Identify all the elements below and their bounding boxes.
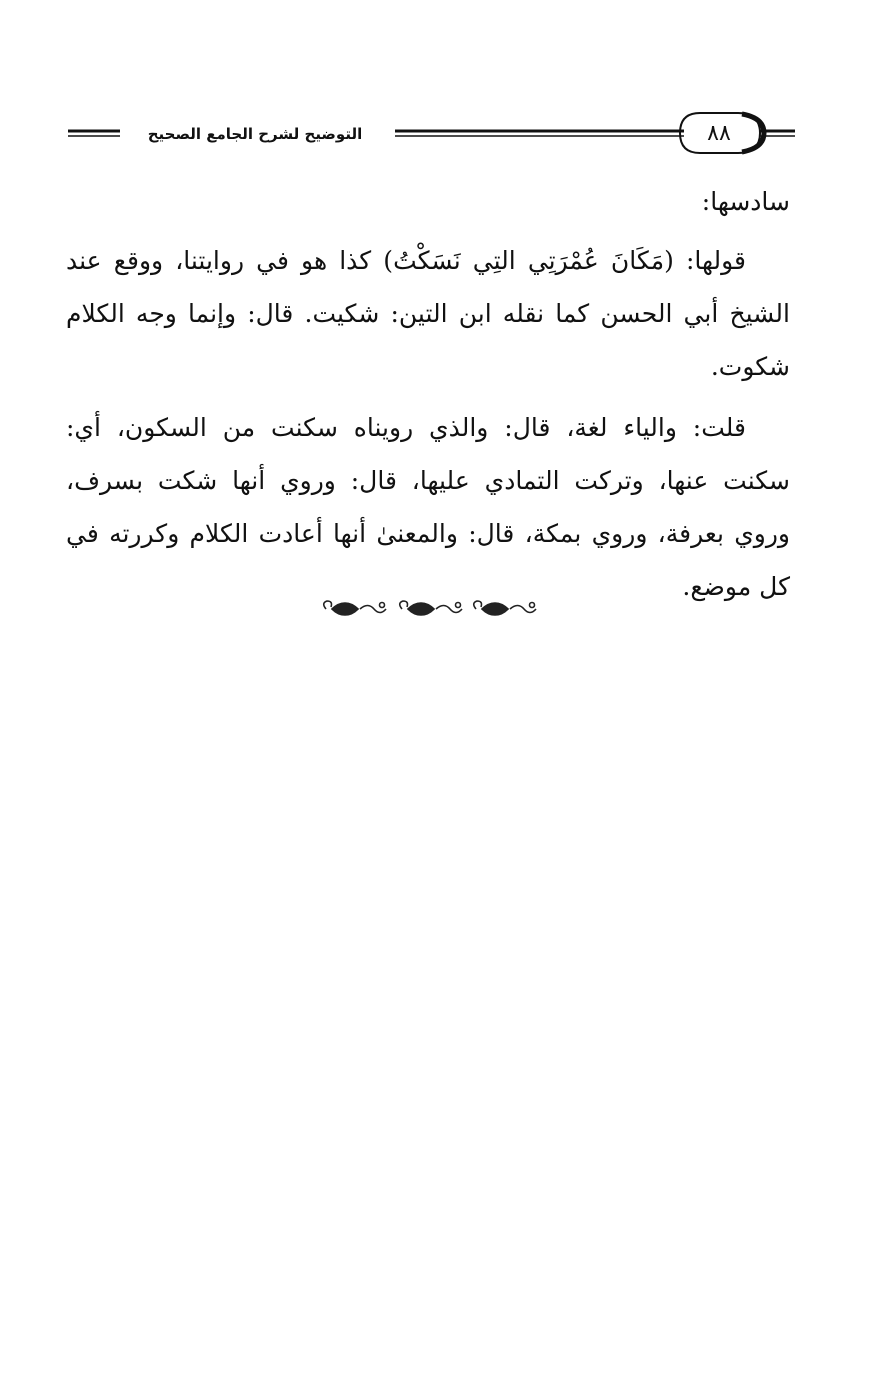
running-title: التوضيح لشرح الجامع الصحيح [147,125,363,143]
page-body [66,178,790,621]
paragraph-1: قولها: (مَكَانَ عُمْرَتِي التِي نَسَكْتُ) كذا هو في روايتنا، ووقع عند الشيخ أبي الحسن كما نقله ابن التين: شكيت. قال: وإنما وجه الكلام شكوت. [66,246,790,381]
paragraph-2: قلت: والياء لغة، قال: والذي رويناه سكنت من السكون، أي: سكنت عنها، وتركت التمادي عليها، قال: وروي أنها شكت بسرف، وروي بعرفة، وروي بمكة، قال: والمعنىٰ أنها أعادت الكلام وكررته في كل موضع. [66,413,790,601]
page-number: ٨٨ [707,121,731,146]
floral-divider-icon [318,596,543,622]
section-heading: سادسها: [701,187,790,216]
